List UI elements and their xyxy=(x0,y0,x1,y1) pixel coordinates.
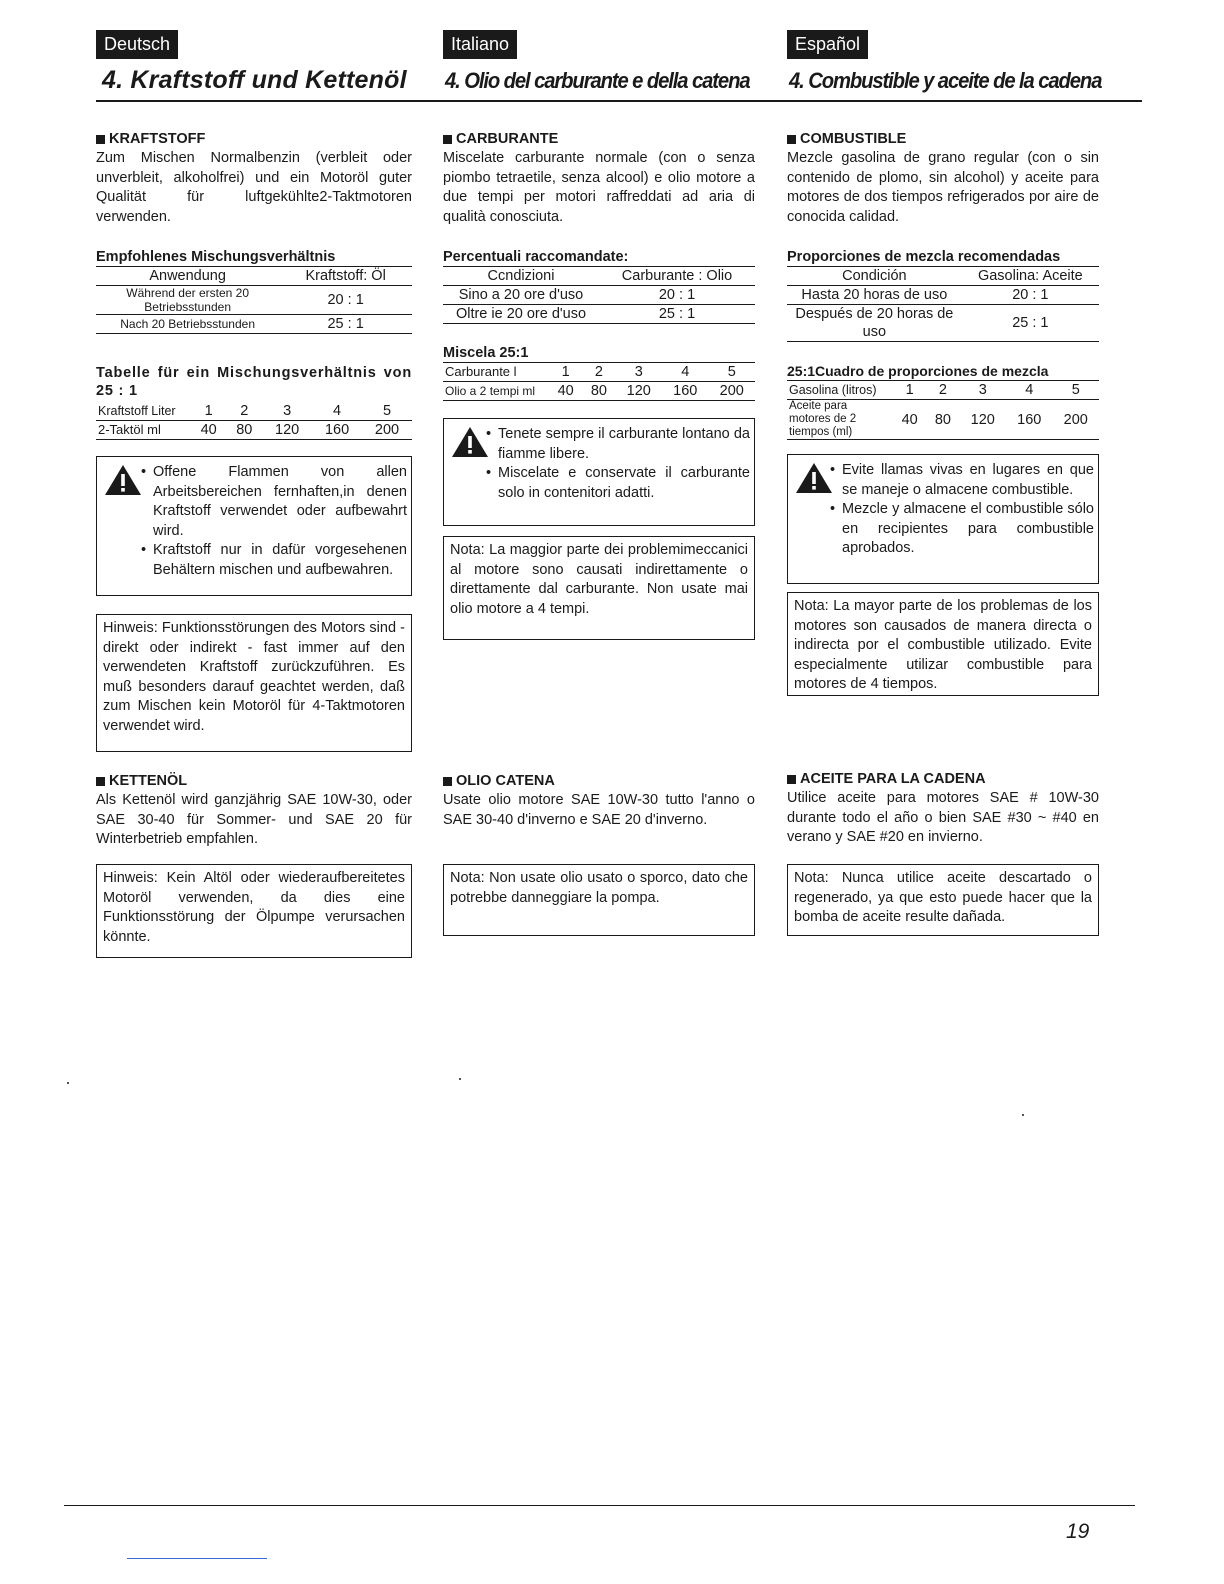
bullet-square-icon xyxy=(443,777,452,786)
bullet-square-icon xyxy=(787,775,796,784)
table-row: Aceite para motores de 2 tiempos (ml) 40 80 120 160 200 xyxy=(787,400,1099,440)
mix-ratio-table: Anwendung Kraftstoff: Öl Während der ersten 20 Betriebsstunden 20 : 1 Nach 20 Betriebsstunden 25 : 1 xyxy=(96,266,412,334)
table-row: Carburante l 1 2 3 4 5 xyxy=(443,363,755,382)
table-row: Después de 20 horas de uso 25 : 1 xyxy=(787,305,1099,342)
mix-ratio-heading: Proporciones de mezcla recomendadas xyxy=(787,249,1061,265)
table-row: Sino a 20 ore d'uso 20 : 1 xyxy=(443,286,755,305)
section-title-italiano: 4. Olio del carburante e della catena xyxy=(445,68,750,93)
warning-item: Miscelate e conservate il carburante solo in contenitori adatti. xyxy=(498,465,750,501)
proportion-table xyxy=(787,380,1099,440)
warning-item: Evite llamas vivas en lugares en que se maneje o almacene combustible. xyxy=(842,462,1094,498)
note-box: Hinweis: Kein Altöl oder wiederaufbereitetes Motoröl verwenden, da dies eine Funktionsstörung der Ölpumpe verursachen könnte. xyxy=(96,864,412,958)
warning-box: • Offene Flammen von allen Arbeitsbereichen fernhaften,in denen Kraftstoff verwendet oder aufbewahrt wird. • Kraftstoff nur in dafür vorgesehenen Behältern mischen und aufbewahren. xyxy=(96,456,412,596)
language-badge-deutsch: Deutsch xyxy=(96,30,178,59)
scan-artifact xyxy=(459,1078,461,1080)
language-badge-espanol: Español xyxy=(787,30,868,59)
footer-rule xyxy=(64,1505,1135,1506)
note-box: Nota: La mayor parte de los problemas de los motores son causados de manera directa o indirecta por el combustible utilizado. Evite especialmente utilizar combustible para motores de 4 tiempos. xyxy=(787,592,1099,696)
column-italiano xyxy=(443,30,757,59)
mix-ratio-heading: Percentuali raccomandate: xyxy=(443,249,629,265)
warning-item: Tenete sempre il carburante lontano da fiamme libere. xyxy=(498,426,750,462)
chain-oil-heading: ACEITE PARA LA CADENA xyxy=(787,770,1099,789)
warning-box: • Tenete sempre il carburante lontano da fiamme libere. • Miscelate e conservate il carburante solo in contenitori adatti. xyxy=(443,418,755,526)
table-row: Nach 20 Betriebsstunden 25 : 1 xyxy=(96,315,412,334)
note-box: Hinweis: Funktionsstörungen des Motors sind - direkt oder indirekt - fast immer auf den verwendeten Kraftstoff zurückzuführen. Es muß besonders darauf geachtet werden, daß zum Mischen kein Motoröl für 4-Taktmotoren verwendet wird. xyxy=(96,614,412,752)
table-row: Hasta 20 horas de uso 20 : 1 xyxy=(787,286,1099,305)
bullet-square-icon xyxy=(96,777,105,786)
table-row: 2-Taktöl ml 40 80 120 160 200 xyxy=(96,421,412,440)
warning-triangle-icon xyxy=(450,425,490,459)
table-row: Kraftstoff Liter 1 2 3 4 5 xyxy=(96,402,412,421)
section-title-espanol: 4. Combustible y aceite de la cadena xyxy=(789,68,1102,93)
page-number: 19 xyxy=(1066,1520,1090,1543)
proportion-table xyxy=(96,402,412,440)
fuel-text: Zum Mischen Normalbenzin (verbleit oder unverbleit, alkoholfrei) und ein Motoröl guter Qualität für luftgekühlte2-Taktmotoren verwenden. xyxy=(96,150,412,225)
mix-ratio-heading: Empfohlenes Mischungsverhältnis xyxy=(96,249,336,265)
fuel-text: Miscelate carburante normale (con o senza piombo tetraetile, senza alcool) e olio motore a due tempi per motori raffreddati ad aria di qualità conosciuta. xyxy=(443,150,755,225)
fuel-heading: COMBUSTIBLE xyxy=(787,130,1099,149)
warning-triangle-icon xyxy=(103,463,143,497)
warning-item: Mezcle y almacene el combustible sólo en recipientes para combustible aprobados. xyxy=(842,501,1094,556)
chain-oil-text: Als Kettenöl wird ganzjährig SAE 10W-30, oder SAE 30-40 für Sommer- und SAE 20 für Winterbetrieb empfahlen. xyxy=(96,792,412,847)
fuel-text: Mezcle gasolina de grano regular (con o sin contenido de plomo, sin alcohol) y aceite para motores de dos tiempos refrigerados por aire de conocida calidad. xyxy=(787,150,1099,225)
language-badge-italiano: Italiano xyxy=(443,30,517,59)
warning-triangle-icon xyxy=(794,461,834,495)
bullet-square-icon xyxy=(787,135,796,144)
mix-ratio-table: Condición Gasolina: Aceite Hasta 20 horas de uso 20 : 1 Después de 20 horas de uso 25 : 1 xyxy=(787,266,1099,342)
chain-oil-text: Usate olio motore SAE 10W-30 tutto l'anno o SAE 30-40 d'inverno e SAE 20 d'inverno. xyxy=(443,792,755,828)
chain-oil-heading: OLIO CATENA xyxy=(443,772,755,791)
chain-oil-heading: KETTENÖL xyxy=(96,772,412,791)
proportion-table-heading: Miscela 25:1 xyxy=(443,345,529,361)
table-row: Oltre ie 20 ore d'uso 25 : 1 xyxy=(443,305,755,324)
scan-artifact-line xyxy=(127,1558,267,1559)
fuel-heading: KRAFTSTOFF xyxy=(96,130,412,149)
warning-item: Offene Flammen von allen Arbeitsbereichen fernhaften,in denen Kraftstoff verwendet oder aufbewahrt wird. xyxy=(153,464,407,539)
proportion-table-heading: 25:1Cuadro de proporciones de mezcla xyxy=(787,363,1049,379)
proportion-table-heading: Tabelle für ein Mischungsverhältnis von 25 : 1 xyxy=(96,365,412,399)
warning-item: Kraftstoff nur in dafür vorgesehenen Behältern mischen und aufbewahren. xyxy=(153,542,407,578)
note-box: Nota: Nunca utilice aceite descartado o regenerado, ya que esto puede hacer que la bomba de aceite resulte dañada. xyxy=(787,864,1099,936)
column-espanol xyxy=(787,30,1101,59)
column-deutsch xyxy=(96,30,412,59)
table-row: Olio a 2 tempi ml 40 80 120 160 200 xyxy=(443,382,755,401)
scan-artifact xyxy=(67,1082,69,1084)
chain-oil-text: Utilice aceite para motores SAE # 10W-30 durante todo el año o bien SAE #30 ~ #40 en verano y SAE #20 en invierno. xyxy=(787,790,1099,845)
section-title-deutsch: 4. Kraftstoff und Kettenöl xyxy=(102,66,407,94)
note-box: Nota: La maggior parte dei problemimeccanici al motore sono causati indirettamente o direttamente dal carburante. Non usate mai olio motore a 4 tempi. xyxy=(443,536,755,640)
bullet-square-icon xyxy=(96,135,105,144)
table-row: Gasolina (litros) 1 2 3 4 5 xyxy=(787,381,1099,400)
mix-ratio-table: Ccndizioni Carburante : Olio Sino a 20 ore d'uso 20 : 1 Oltre ie 20 ore d'uso 25 : 1 xyxy=(443,266,755,324)
warning-box: • Evite llamas vivas en lugares en que se maneje o almacene combustible. • Mezcle y almacene el combustible sólo en recipientes para combustible aprobados. xyxy=(787,454,1099,584)
note-box: Nota: Non usate olio usato o sporco, dato che potrebbe danneggiare la pompa. xyxy=(443,864,755,936)
scan-artifact xyxy=(1022,1114,1024,1116)
fuel-heading: CARBURANTE xyxy=(443,130,755,149)
proportion-table xyxy=(443,362,755,401)
section-title-row xyxy=(96,66,1142,102)
table-row: Während der ersten 20 Betriebsstunden 20 : 1 xyxy=(96,286,412,315)
bullet-square-icon xyxy=(443,135,452,144)
